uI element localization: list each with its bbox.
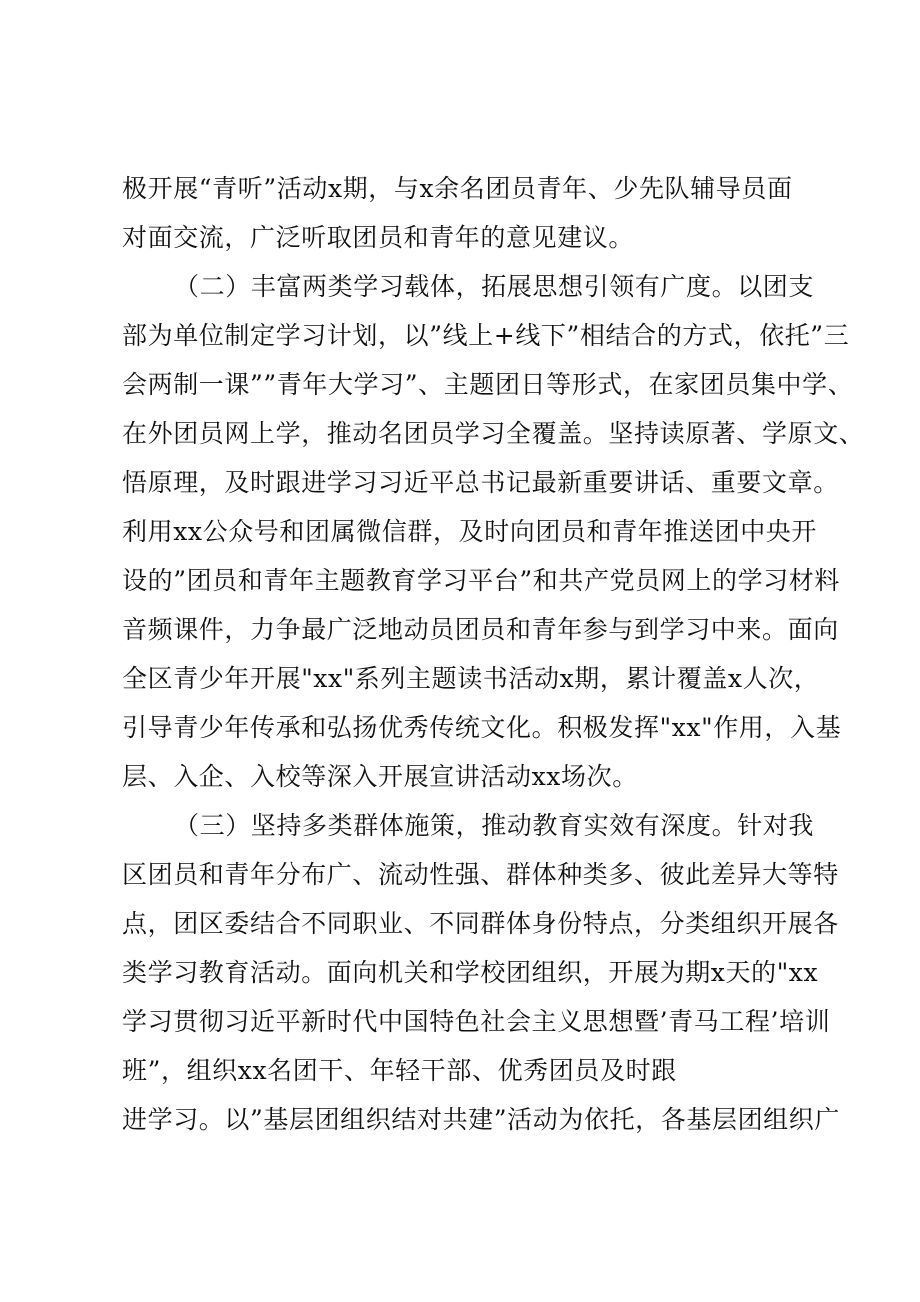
paragraph-line: 全区青少年开展"xx"系列主题读书活动x期，累计覆盖x人次，: [122, 664, 820, 693]
paragraph-line: 类学习教育活动。面向机关和学校团组织，开展为期x天的"xx: [122, 958, 819, 987]
paragraph-line: 部为单位制定学习计划，以”线上+线下”相结合的方式，依托”三: [122, 321, 850, 350]
paragraph-line: 会两制一课””青年大学习”、主题团日等形式，在家团员集中学、: [122, 370, 854, 399]
paragraph-line: 区团员和青年分布广、流动性强、群体种类多、彼此差异大等特: [122, 860, 839, 889]
paragraph-line: 班”，组织xx名团干、年轻干部、优秀团员及时跟: [122, 1056, 677, 1085]
paragraph-line: 点，团区委结合不同职业、不同群体身份特点，分类组织开展各: [122, 909, 839, 938]
section-heading-line: （二）丰富两类学习载体，拓展思想引领有广度。以团支: [174, 272, 815, 301]
paragraph-line: 利用xx公众号和团属微信群，及时向团员和青年推送团中央开: [122, 517, 818, 546]
paragraph-line: 在外团员网上学，推动名团员学习全覆盖。坚持读原著、学原文、: [122, 419, 865, 448]
paragraph-line: 悟原理，及时跟进学习习近平总书记最新重要讲话、重要文章。: [122, 468, 839, 497]
paragraph-line: 层、入企、入校等深入开展宣讲活动xx场次。: [122, 762, 638, 791]
paragraph-line: 设的”团员和青年主题教育学习平台”和共产党员网上的学习材料: [122, 566, 840, 595]
paragraph-line: 极开展“青听”活动x期，与x余名团员青年、少先队辅导员面: [122, 174, 793, 203]
section-heading-line: （三）坚持多类群体施策，推动教育实效有深度。针对我: [174, 811, 815, 840]
paragraph-line: 引导青少年传承和弘扬优秀传统文化。积极发挥"xx"作用，入基: [122, 713, 842, 742]
paragraph-line: 进学习。以”基层团组织结对共建”活动为依托，各基层团组织广: [122, 1105, 840, 1134]
paragraph-line: 音频课件，力争最广泛地动员团员和青年参与到学习中来。面向: [122, 615, 839, 644]
paragraph-line: 对面交流，广泛听取团员和青年的意见建议。: [122, 223, 635, 252]
document-body: [122, 164, 865, 1144]
paragraph-line: 学习贯彻习近平新时代中国特色社会主义思想暨’青马工程’培训: [122, 1007, 831, 1036]
